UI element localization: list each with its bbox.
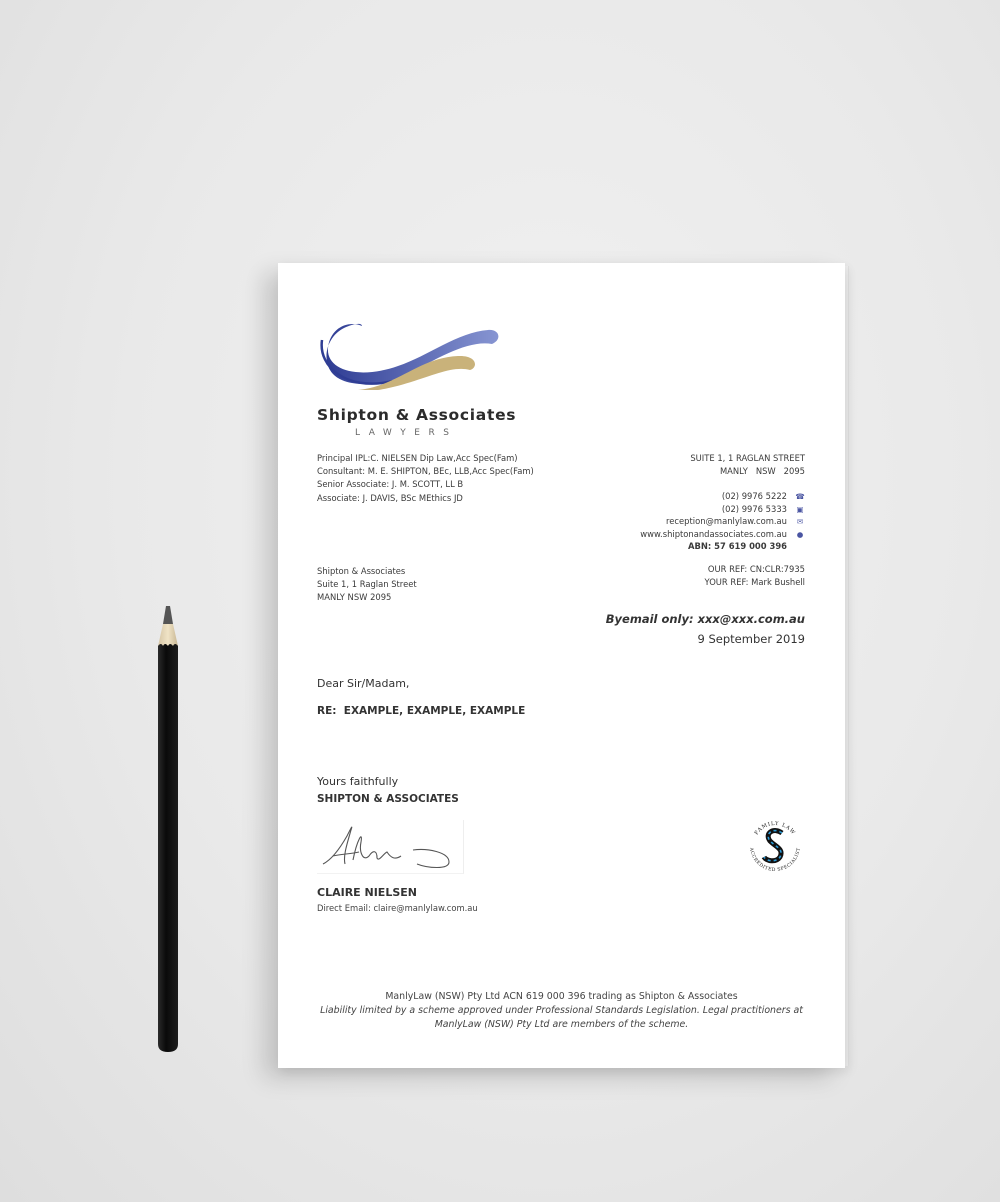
- recipient-line: Suite 1, 1 Raglan Street: [317, 579, 417, 590]
- recipient-line: Shipton & Associates: [317, 566, 406, 576]
- closing: Yours faithfully: [317, 775, 399, 788]
- contact-website: [640, 528, 805, 541]
- staff-line: Senior Associate: J. M. SCOTT, LL B: [317, 479, 464, 490]
- email-icon: ✉: [796, 517, 804, 527]
- address-line-1: SUITE 1, 1 RAGLAN STREET: [690, 453, 805, 463]
- staff-list: [317, 452, 534, 505]
- svg-text:FAMILY LAW: FAMILY LAW: [753, 820, 797, 837]
- pencil-image: [157, 606, 179, 1052]
- salutation: Dear Sir/Madam,: [317, 677, 410, 690]
- website-text: www.shiptonandassociates.com.au: [640, 528, 787, 539]
- svg-text:ACCREDITED SPECIALIST: ACCREDITED SPECIALIST: [748, 847, 802, 874]
- footer-liability: Liability limited by a scheme approved under Professional Standards Legislation. Legal practitioners at: [320, 1005, 803, 1016]
- family-law-accredited-badge-icon: [744, 815, 806, 877]
- signer-name: CLAIRE NIELSEN: [317, 886, 417, 899]
- signoff-firm: SHIPTON & ASSOCIATES: [317, 793, 459, 805]
- signature-image: [317, 820, 464, 874]
- abn-text: ABN: 57 619 000 396: [688, 541, 787, 552]
- direct-email: Direct Email: claire@manlylaw.com.au: [317, 903, 478, 913]
- firm-subtitle: LAWYERS: [355, 428, 458, 438]
- re-line: RE: EXAMPLE, EXAMPLE, EXAMPLE: [317, 705, 526, 717]
- contact-phone: [640, 490, 805, 503]
- footer-liability-cont: ManlyLaw (NSW) Pty Ltd are members of the scheme.: [434, 1019, 689, 1030]
- delivery-method: Byemail only: xxx@xxx.com.au: [605, 612, 805, 626]
- abn: [640, 540, 805, 553]
- footer-company: ManlyLaw (NSW) Pty Ltd ACN 619 000 396 trading as Shipton & Associates: [385, 991, 738, 1002]
- letter-page: [278, 263, 845, 1068]
- signature-icon: [317, 820, 463, 873]
- letter-date: 9 September 2019: [697, 632, 805, 646]
- address-line-2: MANLY NSW 2095: [719, 466, 805, 477]
- fax-icon: ▣: [796, 504, 804, 514]
- fax-text: (02) 9976 5333: [721, 503, 787, 514]
- firm-logo-icon: [318, 318, 503, 398]
- references: [705, 563, 805, 589]
- firm-name: Shipton & Associates: [317, 406, 517, 424]
- recipient-address: [317, 565, 417, 605]
- phone-text: (02) 9976 5222: [721, 491, 787, 502]
- globe-icon: ●: [796, 529, 804, 539]
- recipient-line: MANLY NSW 2095: [317, 592, 392, 603]
- paper-stack-edge: [845, 266, 849, 1066]
- your-ref: YOUR REF: Mark Bushell: [704, 577, 805, 588]
- staff-line: Principal IPL:C. NIELSEN Dip Law,Acc Spec(Fam): [317, 453, 518, 463]
- contact-fax: [640, 503, 805, 516]
- contact-email: [640, 515, 805, 528]
- our-ref: OUR REF: CN:CLR:7935: [707, 564, 805, 574]
- staff-line: Associate: J. DAVIS, BSc MEthics JD: [317, 492, 463, 503]
- staff-line: Consultant: M. E. SHIPTON, BEc, LLB,Acc Spec(Fam): [317, 466, 534, 477]
- contact-block: [640, 452, 805, 553]
- footer: [308, 990, 815, 1032]
- email-text: reception@manlylaw.com.au: [666, 516, 787, 527]
- phone-icon: ☎: [795, 492, 805, 502]
